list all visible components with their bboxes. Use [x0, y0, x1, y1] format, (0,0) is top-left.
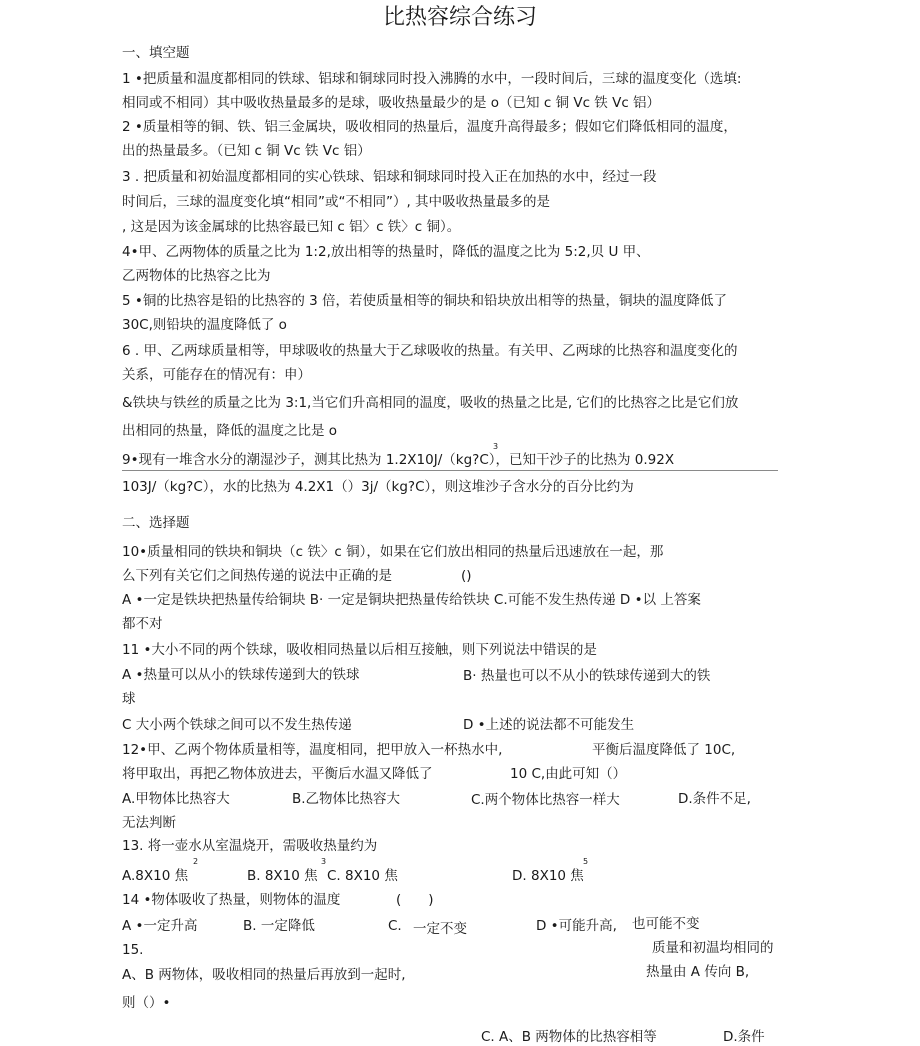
section-heading-choice: 二、选择题	[122, 515, 190, 531]
q8-line2: 出相同的热量，降低的温度之比是 o	[122, 423, 338, 439]
q12-option-d: D.条件不足,	[678, 791, 751, 807]
q4-line2: 乙两物体的比热容之比为	[122, 268, 271, 284]
q15-right-line2: 热量由 A 传向 B,	[646, 964, 750, 980]
q15-option-c: C. A、B 两物体的比热容相等	[481, 1029, 657, 1045]
q14-option-a: A •一定升高	[122, 918, 198, 934]
q9-line2: 103J/（kg?C），水的比热为 4.2X1（）3j/（kg?C），则这堆沙子含水分的百分比约为	[122, 479, 634, 495]
q10-line1: 10•质量相同的铁块和铜块（c 铁〉c 铜），如果在它们放出相同的热量后迅速放在一起，那	[122, 544, 664, 560]
q15-option-d: D.条件	[723, 1029, 765, 1045]
q9-line1: 9•现有一堆含水分的潮湿沙子，测其比热为 1.2X10J/（kg?C），已知干沙子的比热为 0.92X	[122, 452, 675, 468]
q15-number: 15.	[122, 942, 144, 958]
q4-line1: 4•甲、乙两物体的质量之比为 1:2,放出相等的热量时，降低的温度之比为 5:2,贝 U 甲、	[122, 244, 650, 260]
q11-stem: 11 •大小不同的两个铁球，吸收相同热量以后相互接触，则下列说法中错误的是	[122, 642, 597, 658]
q10-line2: 么下列有关它们之间热传递的说法中正确的是	[122, 568, 392, 584]
q10-options: A •一定是铁块把热量传给铜块 B· 一定是铜块把热量传给铁块 C.可能不发生热传递 D •以 上答案	[122, 592, 701, 608]
q3-line2: 时间后，三球的温度变化填“相同”或“不相同”）, 其中吸收热量最多的是	[122, 194, 551, 210]
q14-option-c-text: 一定不变	[413, 921, 467, 937]
q12-option-c: C.两个物体比热容一样大	[471, 792, 620, 808]
q14-option-d-text: 也可能不变	[632, 916, 700, 932]
q12-line2: 将甲取出，再把乙物体放进去，平衡后水温又降低了	[122, 766, 433, 782]
q14-option-b: B. 一定降低	[243, 918, 315, 934]
q13-option-c: C. 8X10 焦	[327, 868, 398, 884]
q15-line2: A、B 两物体，吸收相同的热量后再放到一起时,	[122, 967, 406, 983]
divider-line	[122, 470, 778, 471]
q2-line1: 2 •质量相等的铜、铁、铝三金属块，吸收相同的热量后，温度升高得最多；假如它们降低相同的温度，	[122, 119, 737, 135]
q11-option-a-cont: 球	[122, 691, 136, 707]
q14-paren: ( )	[396, 892, 434, 908]
section-heading-fill: 一、填空题	[122, 45, 190, 61]
q5-line2: 30C,则铅块的温度降低了 o	[122, 317, 287, 333]
q11-option-d: D •上述的说法都不可能发生	[463, 717, 635, 733]
q13-sup-c: 3	[321, 857, 327, 866]
q15-right-line1: 质量和初温均相同的	[652, 940, 774, 956]
q8-line1: &铁块与铁丝的质量之比为 3:1,当它们升高相同的温度，吸收的热量之比是, 它们的比热容之比是它们放	[122, 395, 739, 411]
q15-line3: 则（）•	[122, 995, 171, 1011]
q13-sup-a: 2	[193, 857, 199, 866]
page-title: 比热容综合练习	[382, 5, 537, 30]
q3-line3: , 这是因为该金属球的比热容最已知 c 铝〉c 铁〉c 铜）。	[122, 219, 461, 235]
q3-line1: 3 . 把质量和初始温度都相同的实心铁球、铝球和铜球同时投入正在加热的水中，经过一段	[122, 169, 657, 185]
q12-option-b: B.乙物体比热容大	[292, 791, 401, 807]
q2-line2: 出的热量最多。（已知 c 铜 Vc 铁 Vc 铝）	[122, 143, 371, 159]
q11-option-a: A •热量可以从小的铁球传递到大的铁球	[122, 667, 360, 683]
q13-option-b: B. 8X10 焦	[247, 868, 318, 884]
q14-stem: 14 •物体吸收了热量，则物体的温度	[122, 892, 341, 908]
q14-option-d: D •可能升高,	[536, 918, 617, 934]
q13-sup-d: 5	[583, 857, 589, 866]
q6-line1: 6 . 甲、乙两球质量相等，甲球吸收的热量大于乙球吸收的热量。有关甲、乙两球的比热容和温度变化的	[122, 343, 738, 359]
q1-line1: 1 •把质量和温度都相同的铁球、铝球和铜球同时投入沸腾的水中，一段时间后，三球的温度变化（选填:	[122, 71, 742, 87]
q13-option-a: A.8X10 焦	[122, 868, 189, 884]
q12-line2-end: 10 C,由此可知（）	[510, 766, 627, 782]
q12-option-a: A.甲物体比热容大	[122, 791, 230, 807]
q1-line2: 相同或不相同）其中吸收热量最多的是球，吸收热量最少的是 o（已知 c 铜 Vc 铁 Vc 铝）	[122, 95, 661, 111]
q11-option-b: B· 热量也可以不从小的铁球传递到大的铁	[463, 668, 711, 684]
q14-option-c: C.	[388, 918, 402, 934]
q13-stem: 13. 将一壶水从室温烧开，需吸收热量约为	[122, 838, 378, 854]
q9-superscript: 3	[493, 442, 499, 451]
q6-line2: 关系，可能存在的情况有：申）	[122, 367, 311, 383]
q12-line1: 12•甲、乙两个物体质量相等，温度相同，把甲放入一杯热水中,	[122, 742, 503, 758]
q10-options-cont: 都不对	[122, 616, 163, 632]
q11-option-c: C 大小两个铁球之间可以不发生热传递	[122, 717, 352, 733]
q13-option-d: D. 8X10 焦	[512, 868, 584, 884]
q10-paren: ()	[461, 568, 472, 584]
q12-option-d-cont: 无法判断	[122, 815, 176, 831]
q5-line1: 5 •铜的比热容是铅的比热容的 3 倍，若使质量相等的铜块和铅块放出相等的热量，铜块的温度降低了	[122, 293, 728, 309]
q12-line1-end: 平衡后温度降低了 10C,	[592, 742, 736, 758]
